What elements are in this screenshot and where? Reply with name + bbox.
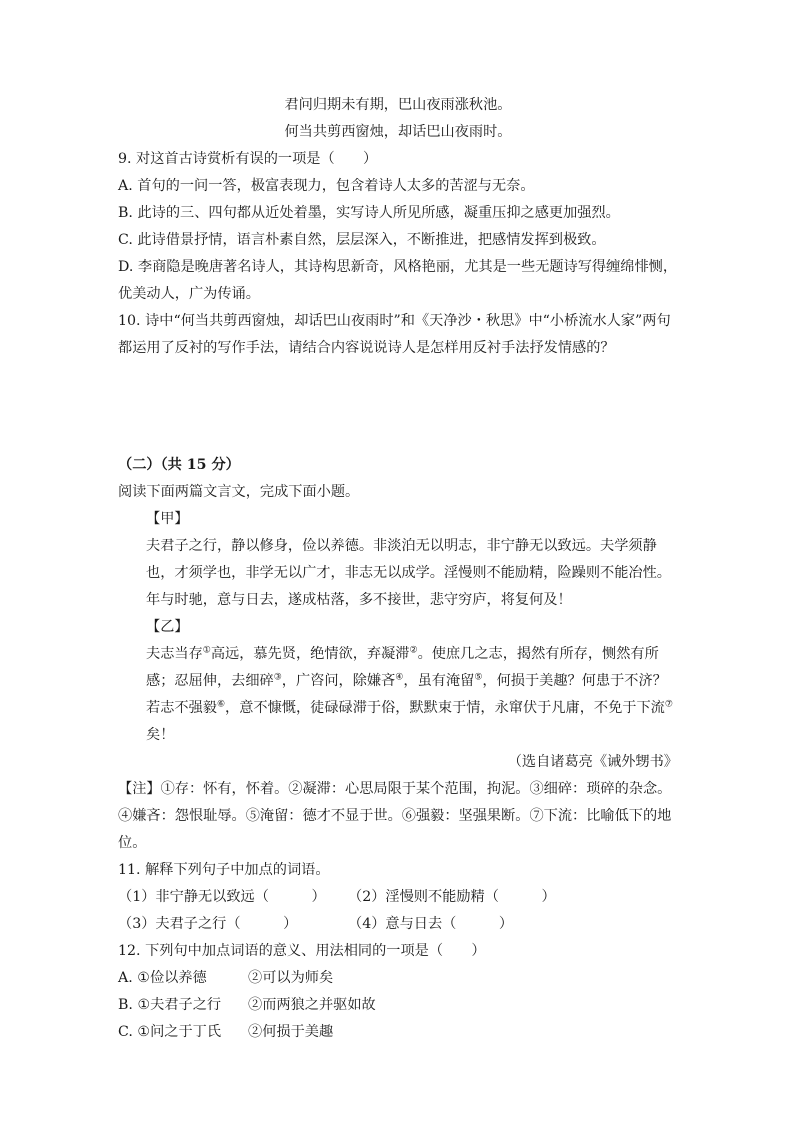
option-c-first: C. ①问之于丁氏 (118, 1024, 222, 1040)
question-10: 10. 诗中“何当共剪西窗烛，却话巴山夜雨时”和《天净沙・秋思》中“小桥流水人家”两句都运用了反衬的写作手法，请结合内容说说诗人是怎样用反衬手法抒发情感的？ (118, 313, 671, 356)
note-ref-2: ② (409, 645, 418, 656)
option-a-second: ②可以为师矣 (248, 970, 334, 986)
yi-text-2: 高远，慕先贤，绝情欲，弃凝滞 (210, 646, 410, 662)
question-9-option-d: D. 李商隐是晚唐著名诗人，其诗构思新奇，风格艳丽，尤其是一些无题诗写得缠绵悱恻，优美动人，广为传诵。 (118, 259, 678, 302)
document-content (118, 92, 678, 1046)
option-b-first: B. ①夫君子之行 (118, 997, 222, 1013)
yi-text-3: 。使庶几之志，揭然有所存，恻然有所感；忍屈伸，去细碎 (146, 646, 659, 689)
section-2-instruction: 阅读下面两篇文言文，完成下面小题。 (118, 484, 360, 500)
question-12-stem: 12. 下列句中加点词语的意义、用法相同的一项是（ ） (118, 943, 486, 959)
note-ref-4: ④ (395, 672, 404, 683)
question-9-option-c: C. 此诗借景抒情，语言朴素自然，层层深入，不断推进，把感情发挥到极致。 (118, 232, 606, 248)
section-2-heading: （二）（共 15 分） (118, 457, 240, 473)
yi-text-5: ，虽有淹留 (403, 673, 475, 689)
option-a-first: A. ①俭以养德 (118, 970, 207, 986)
note-ref-1: ① (202, 645, 211, 656)
option-c-second: ②何损于美趣 (248, 1024, 334, 1040)
yi-text-6: ，何损于美趣？何患于不济？若志不强毅 (146, 673, 667, 716)
question-12-option-b (118, 992, 678, 1019)
question-9-option-b: B. 此诗的三、四句都从近处着墨，实写诗人所见所感，凝重压抑之感更加强烈。 (118, 205, 620, 221)
passage-jia-text: 夫君子之行，静以修身，俭以养德。非淡泊无以明志，非宁静无以致远。夫学须静也，才须学也，非学无以广才，非志无以成学。淫慢则不能励精，险躁则不能冶性。年与时驰，意与日去，遂成枯落，多不接世，悲守穷庐，将复何及！ (146, 538, 671, 608)
yi-text-4: ，广咨问，除嫌吝 (281, 673, 396, 689)
question-9-option-a: A. 首句的一问一答，极富表现力，包含着诗人太多的苦涩与无奈。 (118, 178, 535, 194)
passage-yi-text (118, 641, 678, 749)
yi-text-1: 夫志当存 (146, 646, 203, 662)
passage-notes: 【注】①存：怀有，怀着。②凝滞：心思局限于某个范围，拘泥。③细碎：琐碎的杂念。④嫌吝：怨恨耻辱。⑤淹留：德才不显于世。⑥强毅：坚强果断。⑦下流：比喻低下的地位。 (118, 781, 672, 851)
question-12-option-a (118, 965, 678, 992)
question-11-stem: 11. 解释下列句子中加点的词语。 (118, 862, 330, 878)
question-11-item-1: （1）非宁静无以致远（ ） (118, 889, 326, 905)
question-11-row-1 (118, 884, 678, 911)
yi-text-7: ，意不慷慨，徒碌碌滞于俗，默默束于情，永窜伏于凡庸，不免于下流 (225, 700, 665, 716)
question-11-item-2: （2）淫慢则不能励精（ ） (348, 889, 556, 905)
passage-yi-label: 【乙】 (146, 619, 189, 635)
yi-text-8: 矣！ (146, 727, 175, 743)
poem-line-4: 何当共剪西窗烛，却话巴山夜雨时。 (284, 124, 512, 140)
note-ref-7: ⑦ (664, 699, 673, 710)
poem-line-3: 君问归期未有期，巴山夜雨涨秋池。 (284, 97, 512, 113)
option-b-second: ②而两狼之并驱如故 (248, 997, 376, 1013)
note-ref-5: ⑤ (474, 672, 483, 683)
note-ref-6: ⑥ (216, 699, 226, 710)
question-12-option-c (118, 1019, 678, 1046)
note-ref-3: ③ (273, 672, 282, 683)
answer-space (118, 362, 678, 452)
passage-jia-label: 【甲】 (146, 511, 189, 527)
passage-source: （选自诸葛亮《诫外甥书》 (507, 754, 678, 770)
question-11-row-2 (118, 911, 678, 938)
question-11-item-3: （3）夫君子之行（ ） (118, 916, 298, 932)
question-11-item-4: （4）意与日去（ ） (348, 916, 514, 932)
question-9-stem: 9. 对这首古诗赏析有误的一项是（ ） (118, 151, 378, 167)
